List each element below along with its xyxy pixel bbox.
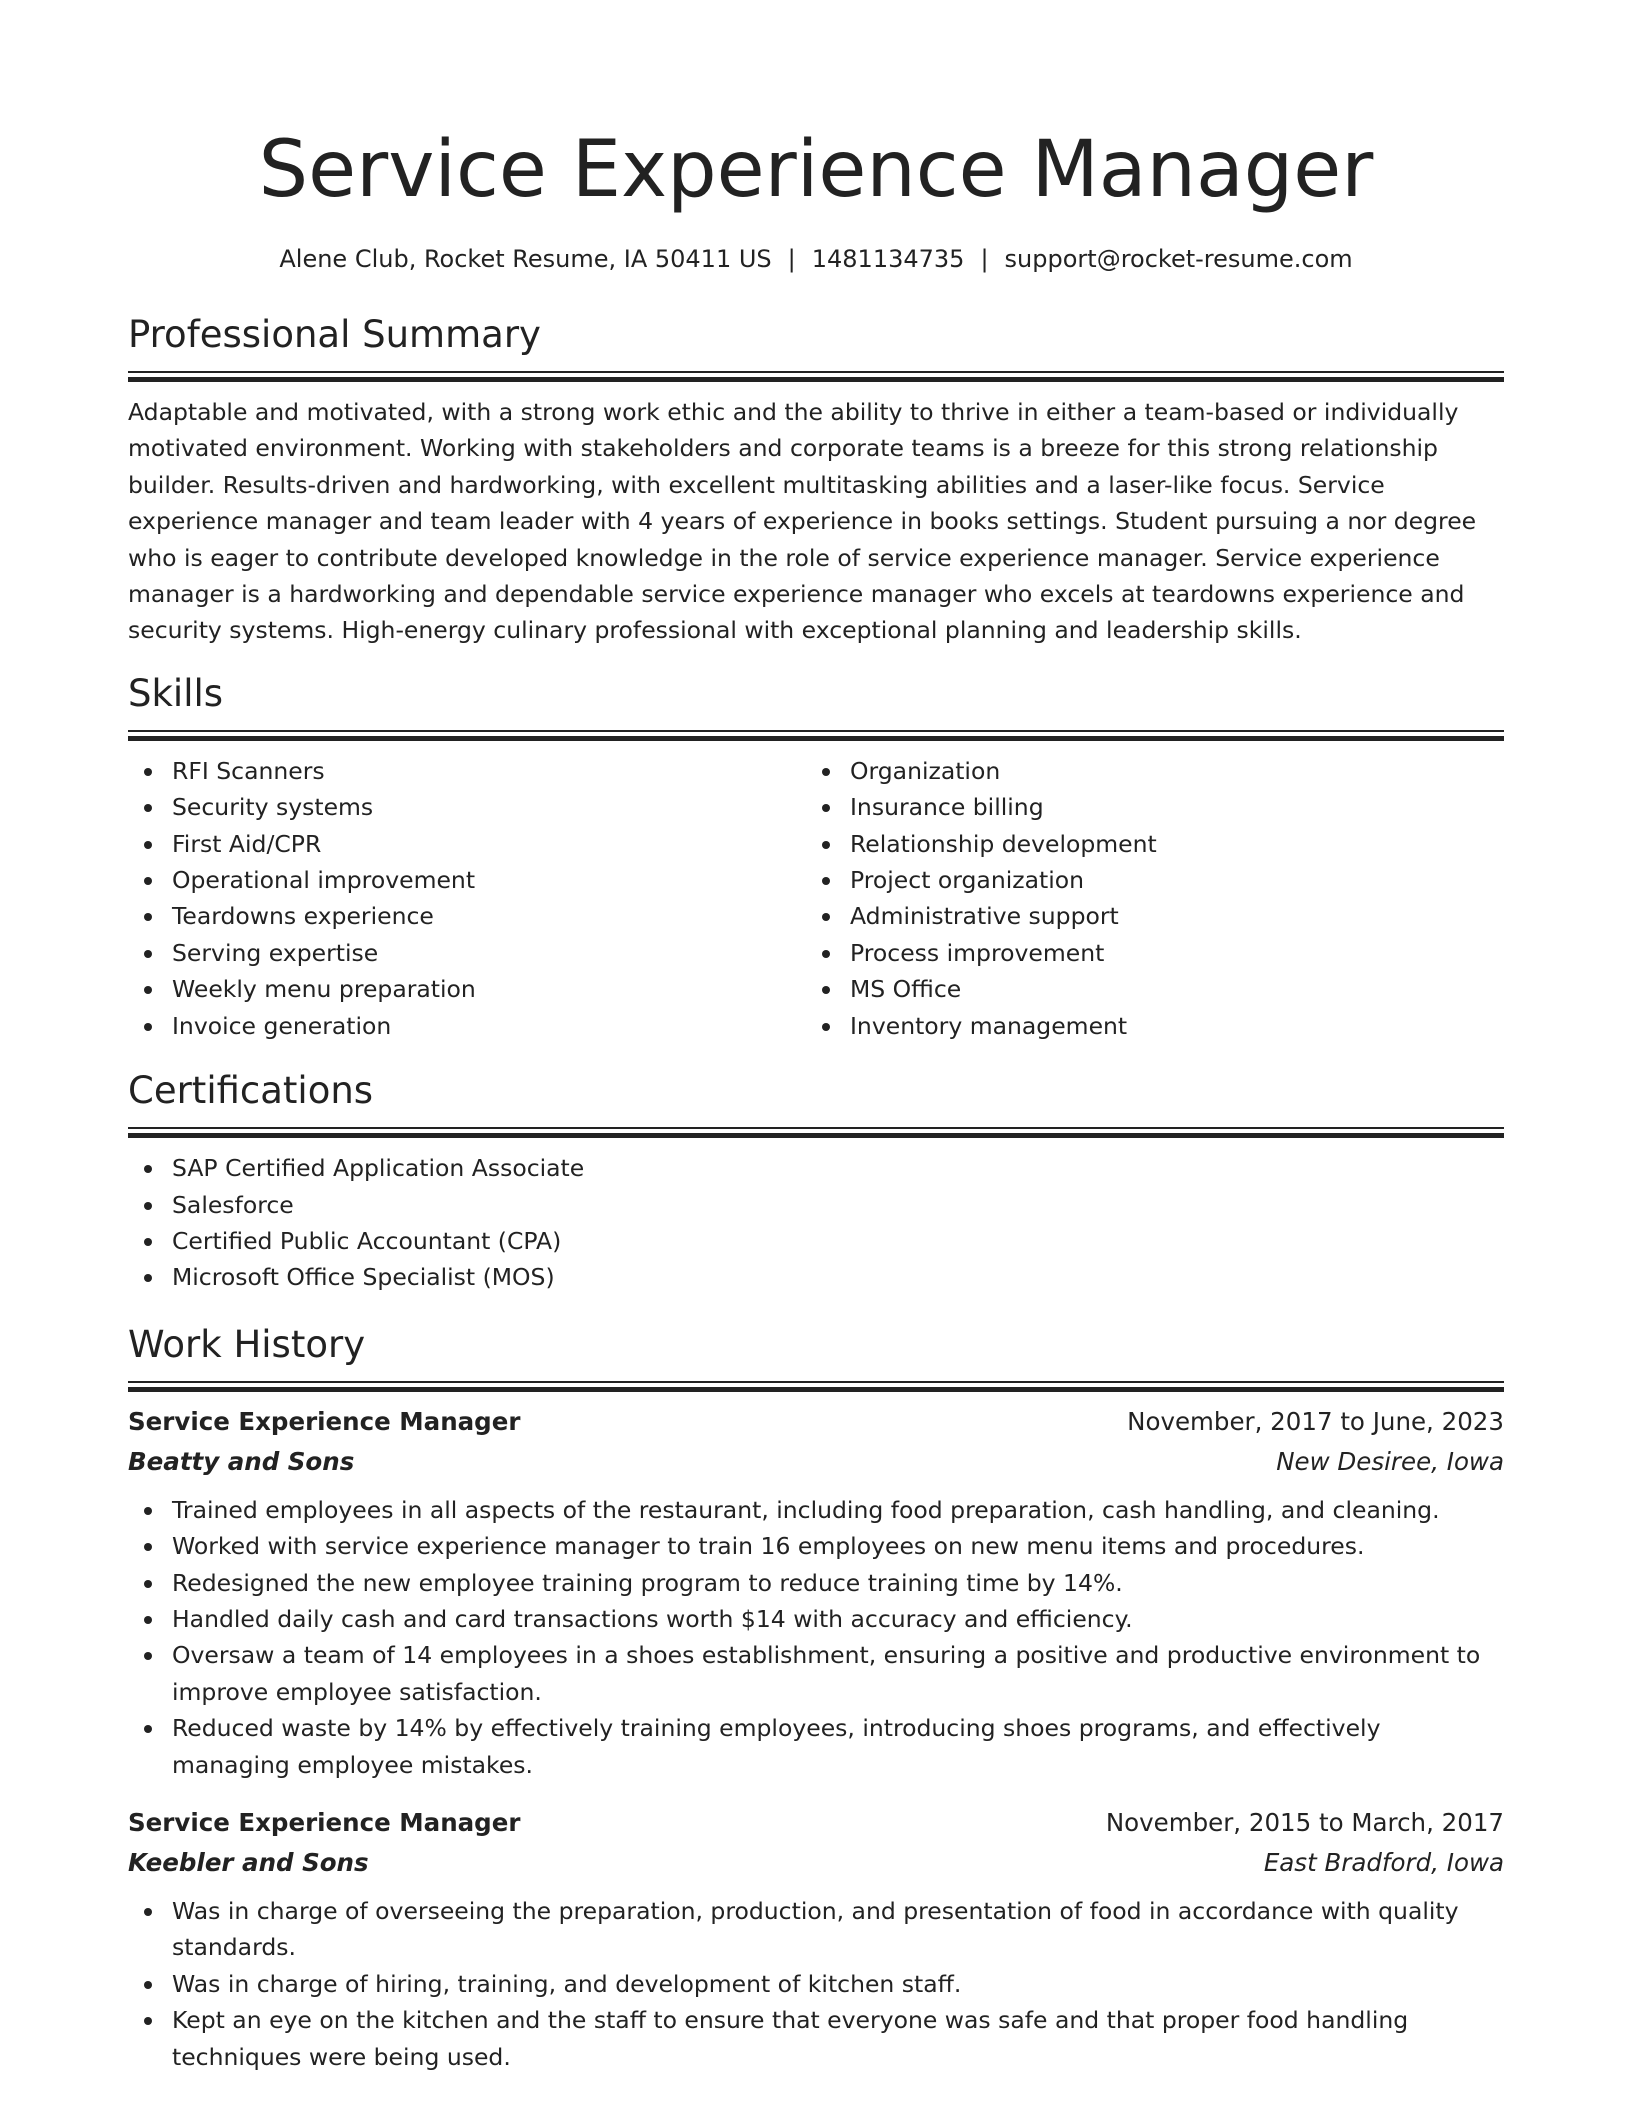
job-bullets: [128, 1893, 1504, 2075]
contact-separator: |: [787, 245, 796, 273]
skills-section: [128, 669, 1504, 1044]
job-entry: [128, 1402, 1504, 1783]
job-bullet: Was in charge of hiring, training, and development of kitchen staff.: [128, 1966, 1504, 2002]
job-company-row: [128, 1442, 1504, 1482]
contact-separator: |: [980, 245, 989, 273]
resume-title: Service Experience Manager: [258, 125, 1374, 215]
contact-phone: 1481134735: [811, 245, 965, 273]
certification-item: Microsoft Office Specialist (MOS): [128, 1259, 1504, 1295]
section-divider: [128, 730, 1504, 741]
skill-item: Inventory management: [806, 1008, 1484, 1044]
contact-email[interactable]: support@rocket-resume.com: [1004, 245, 1353, 273]
summary-heading: Professional Summary: [128, 313, 541, 356]
job-bullets: [128, 1492, 1504, 1783]
job-company: Keebler and Sons: [128, 1847, 369, 1877]
job-bullet: Handled daily cash and card transactions worth $14 with accuracy and efficiency.: [128, 1601, 1504, 1637]
skills-grid: [128, 741, 1504, 1044]
work-history-heading: Work History: [128, 1322, 366, 1366]
job-dates: November, 2015 to March, 2017: [1105, 1807, 1504, 1837]
job-company-row: [128, 1843, 1504, 1883]
skill-item: Security systems: [128, 789, 806, 825]
job-entry: [128, 1803, 1504, 2075]
resume-page: [128, 118, 1504, 2075]
certification-item: Salesforce: [128, 1187, 1504, 1223]
skill-item: Administrative support: [806, 898, 1484, 934]
skill-item: Serving expertise: [128, 935, 806, 971]
certification-item: SAP Certified Application Associate: [128, 1150, 1504, 1186]
job-header-row: [128, 1402, 1504, 1442]
skill-item: Insurance billing: [806, 789, 1484, 825]
skill-item: Teardowns experience: [128, 898, 806, 934]
certifications-heading: Certifications: [128, 1069, 374, 1113]
job-bullet: Redesigned the new employee training program to reduce training time by 14%.: [128, 1565, 1504, 1601]
certification-item: Certified Public Accountant (CPA): [128, 1223, 1504, 1259]
skill-item: First Aid/CPR: [128, 826, 806, 862]
contact-address: Alene Club, Rocket Resume, IA 50411 US: [279, 245, 772, 273]
section-divider: [128, 1127, 1504, 1138]
job-title: Service Experience Manager: [128, 1406, 521, 1436]
section-divider: [128, 371, 1504, 382]
job-company: Beatty and Sons: [128, 1446, 355, 1476]
skill-item: RFI Scanners: [128, 753, 806, 789]
section-divider: [128, 1381, 1504, 1392]
skills-heading: Skills: [128, 671, 224, 715]
skill-item: Relationship development: [806, 826, 1484, 862]
job-bullet: Reduced waste by 14% by effectively training employees, introducing shoes programs, and effectively managing employee mistakes.: [128, 1710, 1504, 1783]
contact-line: [128, 242, 1504, 276]
skill-item: Organization: [806, 753, 1484, 789]
job-location: New Desiree, Iowa: [1276, 1446, 1504, 1476]
skill-item: Operational improvement: [128, 862, 806, 898]
job-bullet: Kept an eye on the kitchen and the staff to ensure that everyone was safe and that proper food handling techniques were being used.: [128, 2002, 1504, 2075]
job-bullet: Was in charge of overseeing the preparation, production, and presentation of food in accordance with quality standards.: [128, 1893, 1504, 1966]
certifications-section: [128, 1066, 1504, 1296]
job-dates: November, 2017 to June, 2023: [1127, 1406, 1504, 1436]
job-location: East Bradford, Iowa: [1263, 1847, 1504, 1877]
skill-item: Project organization: [806, 862, 1484, 898]
skill-item: Weekly menu preparation: [128, 971, 806, 1007]
job-bullet: Trained employees in all aspects of the restaurant, including food preparation, cash handling, and cleaning.: [128, 1492, 1504, 1528]
work-history-section: [128, 1320, 1504, 2075]
summary-section: [128, 310, 1504, 649]
certifications-list: [128, 1150, 1504, 1296]
skills-list-left: [128, 753, 806, 1044]
job-bullet: Oversaw a team of 14 employees in a shoes establishment, ensuring a positive and productive environment to improve employee satisfaction.: [128, 1637, 1504, 1710]
skills-list-right: [806, 753, 1484, 1044]
skill-item: Invoice generation: [128, 1008, 806, 1044]
job-bullet: Worked with service experience manager to train 16 employees on new menu items and procedures.: [128, 1528, 1504, 1564]
job-header-row: [128, 1803, 1504, 1843]
skill-item: MS Office: [806, 971, 1484, 1007]
job-title: Service Experience Manager: [128, 1807, 521, 1837]
summary-text: Adaptable and motivated, with a strong work ethic and the ability to thrive in either a team-based or individually motivated environment. Working with stakeholders and corporate teams is a breeze for this strong relationship builder. Results-driven and hardworking, with excellent multitasking abilities and a laser-like focus. Service experience manager and team leader with 4 years of experience in books settings. Student pursuing a nor degree who is eager to contribute developed knowledge in the role of service experience manager. Service experience manager is a hardworking and dependable service experience manager who excels at teardowns experience and security systems. High-energy culinary professional with exceptional planning and leadership skills.: [128, 398, 1477, 645]
skill-item: Process improvement: [806, 935, 1484, 971]
